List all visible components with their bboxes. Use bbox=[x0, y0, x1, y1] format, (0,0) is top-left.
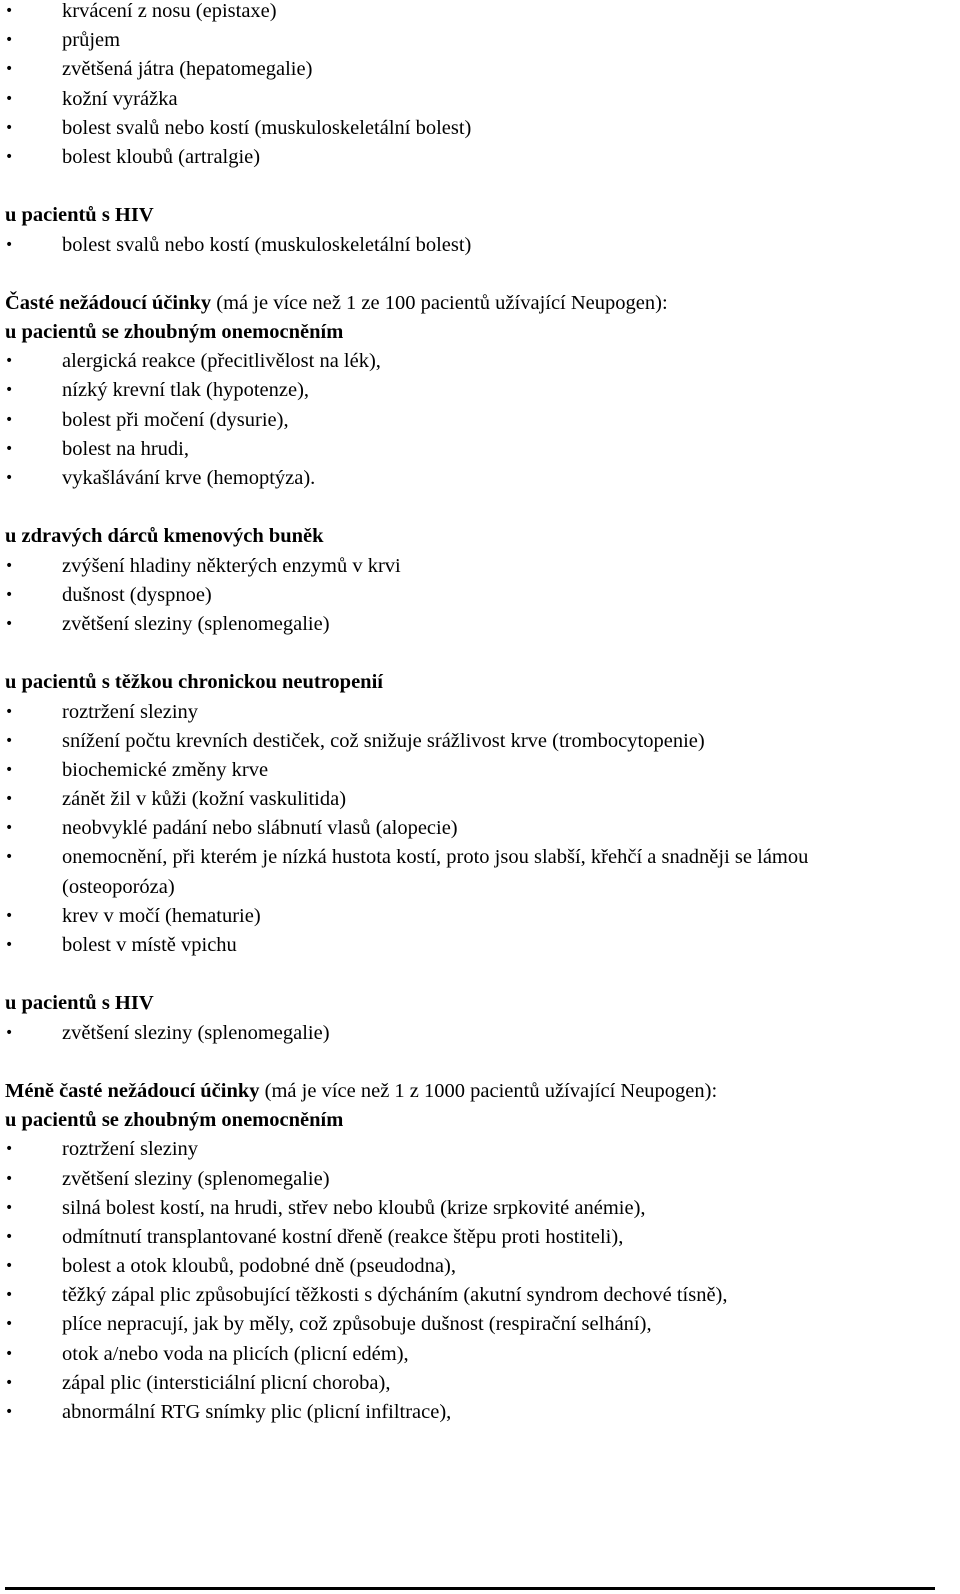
list-item-text: zvětšení sleziny (splenomegalie) bbox=[62, 1167, 330, 1190]
list-item bbox=[5, 55, 955, 84]
list-item-text: bolest v místě vpichu bbox=[62, 934, 237, 956]
list-item bbox=[5, 552, 955, 581]
bullet-icon: • bbox=[5, 937, 14, 953]
list-item-text: biochemické změny krve bbox=[62, 758, 269, 781]
bullet-icon: • bbox=[5, 1258, 14, 1275]
list-item bbox=[5, 1223, 955, 1252]
group-heading: u pacientů se zhoubným onemocněním bbox=[5, 321, 344, 344]
list-item bbox=[5, 1165, 955, 1194]
list-item-text: zvětšení sleziny (splenomegalie) bbox=[62, 612, 330, 635]
bullet-icon: • bbox=[5, 1199, 14, 1216]
list-item-text: bolest na hrudi, bbox=[62, 437, 189, 460]
bullet-icon: • bbox=[5, 1316, 14, 1333]
section-spacer bbox=[5, 960, 955, 989]
list-item bbox=[5, 231, 955, 260]
bullet-icon: • bbox=[5, 1228, 14, 1245]
group-heading: u pacientů se zhoubným onemocněním bbox=[5, 1109, 344, 1132]
list-item bbox=[5, 1194, 955, 1223]
list-item bbox=[5, 1369, 955, 1398]
frequency-label: Méně časté nežádoucí účinky bbox=[5, 1079, 260, 1102]
list-item-text: roztržení sleziny bbox=[62, 1138, 199, 1161]
bullet-icon: • bbox=[5, 557, 14, 574]
section-spacer bbox=[5, 639, 955, 668]
list-item-text: bolest kloubů (artralgie) bbox=[62, 145, 261, 168]
list-item bbox=[5, 1135, 955, 1164]
bullet-icon: • bbox=[5, 907, 14, 924]
list-item bbox=[5, 1252, 955, 1281]
group-heading: u zdravých dárců kmenových buněk bbox=[5, 525, 324, 548]
list-item bbox=[5, 26, 955, 55]
bullet-icon: • bbox=[5, 411, 14, 428]
bullet-icon: • bbox=[5, 586, 14, 603]
list-item-text: zvýšení hladiny některých enzymů v krvi bbox=[62, 554, 401, 577]
bullet-icon: • bbox=[5, 1287, 14, 1304]
list-item-text: neobvyklé padání nebo slábnutí vlasů (alopecie) bbox=[62, 817, 458, 840]
footer-rule bbox=[5, 1587, 935, 1590]
list-item bbox=[5, 785, 955, 814]
list-item-text: bolest svalů nebo kostí (muskuloskeletální bolest) bbox=[62, 116, 472, 139]
list-item-text: otok a/nebo voda na plicích (plicní edém), bbox=[62, 1342, 409, 1365]
list-item-text: krvácení z nosu (epistaxe) bbox=[62, 0, 277, 22]
list-item-text: silná bolest kostí, na hrudi, střev nebo kloubů (krize srpkovité anémie), bbox=[62, 1196, 646, 1219]
list-item-text: plíce nepracují, jak by měly, což způsobuje dušnost (respirační selhání), bbox=[62, 1313, 652, 1336]
list-item bbox=[5, 698, 955, 727]
bullet-icon: • bbox=[5, 119, 14, 136]
document-body bbox=[5, 0, 955, 1427]
bullet-icon: • bbox=[5, 1404, 14, 1420]
group-heading: u pacientů s HIV bbox=[5, 204, 154, 227]
list-item bbox=[5, 85, 955, 114]
list-item bbox=[5, 114, 955, 143]
list-item bbox=[5, 931, 955, 960]
list-item-text: bolest a otok kloubů, podobné dně (pseudodna), bbox=[62, 1255, 456, 1278]
section-spacer bbox=[5, 493, 955, 522]
bullet-icon: • bbox=[5, 703, 14, 720]
list-item bbox=[5, 873, 955, 902]
bullet-icon: • bbox=[5, 3, 14, 19]
bullet-icon: • bbox=[5, 761, 14, 778]
list-item-text: těžký zápal plic způsobující těžkosti s dýcháním (akutní syndrom dechové tísně), bbox=[62, 1284, 728, 1307]
list-item bbox=[5, 843, 955, 872]
list-item bbox=[5, 756, 955, 785]
bullet-icon: • bbox=[5, 1024, 14, 1041]
section-spacer bbox=[5, 260, 955, 289]
bullet-icon: • bbox=[5, 236, 14, 253]
list-item-text: snížení počtu krevních destiček, což snižuje srážlivost krve (trombocytopenie) bbox=[62, 729, 705, 752]
bullet-icon: • bbox=[5, 732, 14, 749]
frequency-line bbox=[5, 1077, 955, 1106]
bullet-icon: • bbox=[5, 791, 14, 808]
bullet-icon: • bbox=[5, 820, 14, 837]
frequency-description: (má je více než 1 z 1000 pacientů užívající Neupogen): bbox=[259, 1079, 718, 1102]
bullet-icon: • bbox=[5, 1374, 14, 1391]
list-item bbox=[5, 1310, 955, 1339]
list-item-text: zápal plic (intersticiální plicní choroba), bbox=[62, 1371, 391, 1394]
bullet-icon: • bbox=[5, 148, 14, 165]
bullet-icon: • bbox=[5, 32, 14, 49]
section-spacer bbox=[5, 1048, 955, 1077]
list-item-text: zvětšená játra (hepatomegalie) bbox=[62, 58, 313, 81]
list-item-text: vykašlávání krve (hemoptýza). bbox=[62, 467, 316, 489]
list-item-text: dušnost (dyspnoe) bbox=[62, 583, 212, 606]
frequency-line bbox=[5, 289, 955, 318]
list-item-text: zvětšení sleziny (splenomegalie) bbox=[62, 1021, 330, 1044]
list-item bbox=[5, 727, 955, 756]
list-item bbox=[5, 347, 955, 376]
list-item-text: onemocnění, při kterém je nízká hustota kostí, proto jsou slabší, křehčí a snadněji se lámou bbox=[62, 846, 809, 869]
frequency-label: Časté nežádoucí účinky bbox=[5, 291, 212, 314]
list-item bbox=[5, 0, 955, 26]
list-item bbox=[5, 1398, 955, 1427]
bullet-icon: • bbox=[5, 1141, 14, 1158]
list-item-text: roztržení sleziny bbox=[62, 700, 199, 723]
bullet-icon: • bbox=[5, 90, 14, 107]
bullet-icon: • bbox=[5, 615, 14, 632]
bullet-icon: • bbox=[5, 1170, 14, 1187]
bullet-icon: • bbox=[5, 1345, 14, 1362]
list-item-text: abnormální RTG snímky plic (plicní infiltrace), bbox=[62, 1401, 452, 1423]
list-item-text: nízký krevní tlak (hypotenze), bbox=[62, 379, 310, 402]
list-item bbox=[5, 376, 955, 405]
bullet-icon: • bbox=[5, 440, 14, 457]
list-item-text: odmítnutí transplantované kostní dřeně (reakce štěpu proti hostiteli), bbox=[62, 1225, 624, 1248]
list-item-text: bolest svalů nebo kostí (muskuloskeletální bolest) bbox=[62, 233, 472, 256]
list-item-text: kožní vyrážka bbox=[62, 87, 178, 110]
group-heading: u pacientů s HIV bbox=[5, 992, 154, 1015]
group-heading: u pacientů s těžkou chronickou neutropenií bbox=[5, 671, 383, 694]
list-item bbox=[5, 1281, 955, 1310]
list-item bbox=[5, 581, 955, 610]
list-item bbox=[5, 464, 955, 493]
bullet-icon: • bbox=[5, 849, 14, 866]
list-item-text: (osteoporóza) bbox=[62, 875, 175, 898]
bullet-icon: • bbox=[5, 353, 14, 370]
list-item bbox=[5, 143, 955, 172]
list-item-text: průjem bbox=[62, 29, 121, 52]
list-item bbox=[5, 610, 955, 639]
list-item bbox=[5, 1340, 955, 1369]
bullet-icon: • bbox=[5, 470, 14, 486]
list-item bbox=[5, 814, 955, 843]
list-item bbox=[5, 435, 955, 464]
list-item-text: krev v močí (hematurie) bbox=[62, 904, 261, 927]
list-item-text: bolest při močení (dysurie), bbox=[62, 408, 289, 431]
list-item-text: zánět žil v kůži (kožní vaskulitida) bbox=[62, 788, 347, 811]
list-item bbox=[5, 902, 955, 931]
bullet-icon: • bbox=[5, 382, 14, 399]
list-item bbox=[5, 406, 955, 435]
bullet-icon: • bbox=[5, 61, 14, 78]
list-item bbox=[5, 1019, 955, 1048]
section-spacer bbox=[5, 172, 955, 201]
list-item-text: alergická reakce (přecitlivělost na lék), bbox=[62, 350, 381, 373]
frequency-description: (má je více než 1 ze 100 pacientů užívající Neupogen): bbox=[211, 291, 668, 314]
